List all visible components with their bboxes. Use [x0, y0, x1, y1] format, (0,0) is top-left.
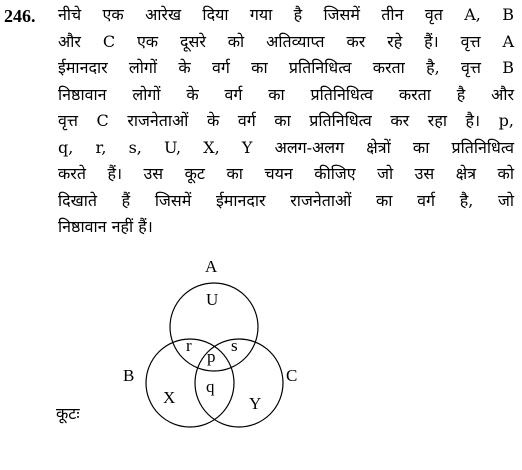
code-label: कूटः — [56, 404, 80, 423]
region-r: r — [186, 336, 192, 355]
question-line: निष्ठावान लोगों के वर्ग का प्रतिनिधित्व करता है और — [58, 84, 514, 104]
question-line: नीचे एक आरेख दिया गया है जिसमें तीन वृत A, B — [58, 5, 514, 24]
question-line: q, r, s, U, X, Y अलग-अलग क्षेत्रों का प्रतिनिधित्व — [58, 137, 514, 157]
question-line: ईमानदार लोगों के वर्ग का प्रतिनिधित्व करता है, वृत्त B — [58, 58, 514, 77]
region-q: q — [206, 377, 215, 396]
circle-label-c: C — [286, 366, 298, 385]
question-line: निष्ठावान नहीं हैं। — [58, 217, 153, 236]
region-x: X — [163, 388, 176, 407]
region-y: Y — [249, 394, 262, 413]
region-u: U — [206, 290, 219, 309]
question-line: दिखाते हैं जिसमें ईमानदार राजनेताओं का वर्ग है, जो — [58, 190, 514, 210]
question-line: और C एक दूसरे को अतिव्याप्त कर रहे हैं। वृत्त A — [58, 31, 514, 51]
circle-label-a: A — [205, 257, 218, 276]
circle-label-b: B — [123, 366, 135, 385]
question-line: करते हैं। उस कूट का चयन कीजिए जो उस क्षेत्र को — [58, 164, 514, 183]
question-number: 246. — [4, 6, 36, 26]
region-s: s — [231, 336, 238, 355]
region-p: p — [207, 347, 216, 366]
question-line: वृत्त C राजनेताओं के वर्ग का प्रतिनिधित्व कर रहा है। p, — [58, 111, 514, 130]
